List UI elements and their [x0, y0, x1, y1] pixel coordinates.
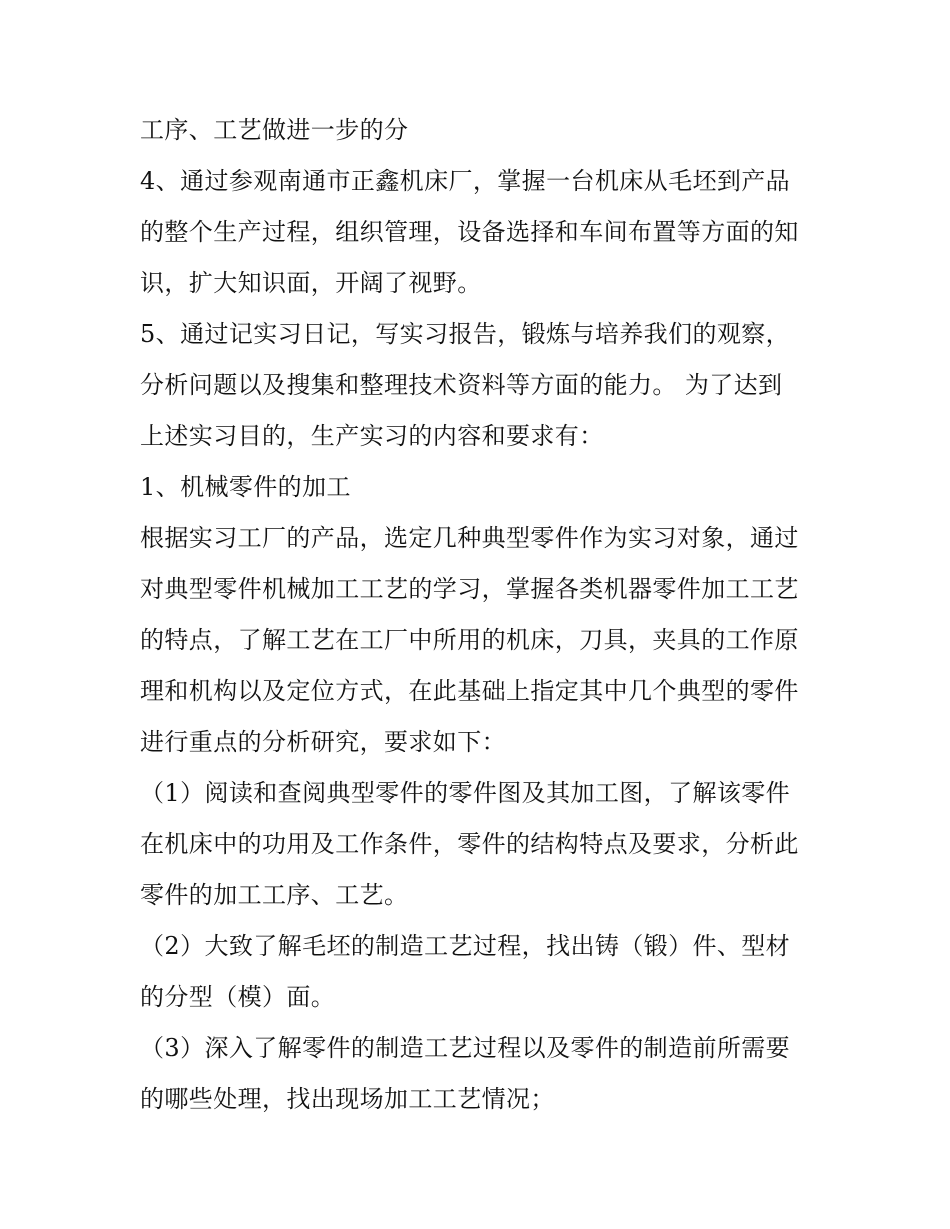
paragraph-line: 的哪些处理，找出现场加工工艺情况； — [140, 1085, 555, 1113]
paragraph-line: 零件的加工工序、工艺。 — [140, 881, 409, 909]
paragraph-line: 在机床中的功用及工作条件，零件的结构特点及要求，分析此 — [140, 830, 799, 858]
paragraph-line: 的分型（模）面。 — [140, 983, 336, 1011]
paragraph-line: 识，扩大知识面，开阔了视野。 — [140, 269, 482, 297]
paragraph-line: （1）阅读和查阅典型零件的零件图及其加工图，了解该零件 — [140, 779, 791, 807]
paragraph-line: 的整个生产过程，组织管理，设备选择和车间布置等方面的知 — [140, 218, 799, 246]
paragraph-line: 工序、工艺做进一步的分 — [140, 116, 409, 144]
paragraph-line: 分析问题以及搜集和整理技术资料等方面的能力。 为了达到 — [140, 371, 783, 399]
paragraph-line: 的特点，了解工艺在工厂中所用的机床，刀具，夹具的工作原 — [140, 626, 799, 654]
paragraph-line: 5、通过记实习日记，写实习报告，锻炼与培养我们的观察， — [140, 320, 791, 348]
section-heading: 1、机械零件的加工 — [140, 473, 351, 501]
paragraph-line: 上述实习目的，生产实习的内容和要求有： — [140, 422, 604, 450]
paragraph-line: 理和机构以及定位方式，在此基础上指定其中几个典型的零件 — [140, 677, 799, 705]
paragraph-line: 4、通过参观南通市正鑫机床厂，掌握一台机床从毛坯到产品 — [140, 167, 791, 195]
paragraph-line: （2）大致了解毛坯的制造工艺过程，找出铸（锻）件、型材 — [140, 932, 791, 960]
paragraph-line: 对典型零件机械加工工艺的学习，掌握各类机器零件加工工艺 — [140, 575, 799, 603]
paragraph-line: 进行重点的分析研究，要求如下： — [140, 728, 506, 756]
paragraph-line: （3）深入了解零件的制造工艺过程以及零件的制造前所需要 — [140, 1034, 791, 1062]
paragraph-line: 根据实习工厂的产品，选定几种典型零件作为实习对象，通过 — [140, 524, 799, 552]
